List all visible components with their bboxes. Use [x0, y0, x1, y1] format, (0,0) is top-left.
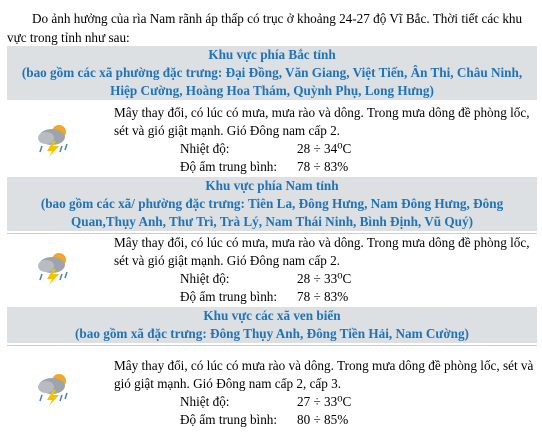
region-subtitle: (bao gồm xã đặc trưng: Đông Thụy Anh, Đông Tiền Hải, Nam Cường)	[75, 326, 469, 341]
forecast-text: Mây thay đổi, có lúc có mưa, mưa rào và dông. Trong mưa dông đề phòng lốc, sét và gió giật mạnh. Gió Đông nam cấp 2.	[114, 105, 530, 138]
divider	[7, 345, 537, 346]
humidity-label: Độ ẩm trung bình:	[180, 289, 278, 304]
humidity-value: 78 ÷ 83%	[297, 289, 349, 304]
humidity-label: Độ ẩm trung bình:	[180, 412, 278, 427]
temperature-label: Nhiệt độ:	[180, 141, 230, 156]
region-body-south	[7, 234, 537, 306]
region-body-north	[7, 104, 537, 176]
region-heading-coastal	[7, 307, 537, 343]
forecast-text: Mây thay đổi, có lúc có mưa rào và dông. Trong mưa dông đề phòng lốc, sét và gió giật mạnh. Gió Đông nam cấp 2, cấp 3.	[114, 358, 534, 391]
temperature-value: 27 ÷ 33⁰C	[297, 394, 352, 409]
region-body-coastal	[7, 357, 537, 433]
region-title: Khu vực phía Nam tỉnh	[205, 178, 339, 193]
temperature-value: 28 ÷ 34⁰C	[297, 141, 352, 156]
region-title: Khu vực các xã ven biển	[203, 308, 341, 323]
region-heading-north	[7, 46, 537, 100]
thunderstorm-rain-icon	[34, 250, 74, 286]
region-heading-south	[7, 177, 537, 231]
humidity-value: 80 ÷ 85%	[297, 412, 349, 427]
thunderstorm-rain-icon	[34, 371, 74, 407]
forecast-text: Mây thay đổi, có lúc có mưa, mưa rào và dông. Trong mưa dông đề phòng lốc, sét và gió giật mạnh. Gió Đông nam cấp 2.	[114, 235, 530, 268]
thunderstorm-rain-icon	[34, 122, 74, 158]
region-title: Khu vực phía Bắc tỉnh	[208, 47, 336, 62]
humidity-value: 78 ÷ 83%	[297, 159, 349, 174]
temperature-label: Nhiệt độ:	[180, 394, 230, 409]
region-subtitle: (bao gồm các xã/ phường đặc trưng: Tiên La, Đông Hưng, Nam Đông Hưng, Đông Quan,Thụy Anh, Thư Trì, Trà Lý, Nam Thái Ninh, Bình Định, Vũ Quý)	[40, 196, 504, 229]
region-subtitle: (bao gồm các xã phường đặc trưng: Đại Đồng, Văn Giang, Việt Tiến, Ân Thi, Châu Ninh, Hiệp Cường, Hoàng Hoa Thám, Quỳnh Phụ, Long Hưng)	[21, 65, 523, 98]
temperature-value: 28 ÷ 33⁰C	[297, 271, 352, 286]
temperature-label: Nhiệt độ:	[180, 271, 230, 286]
humidity-label: Độ ẩm trung bình:	[180, 159, 278, 174]
intro-paragraph: Do ảnh hưởng của rìa Nam rãnh áp thấp có trục ở khoảng 24-27 độ Vĩ Bắc. Thời tiết các khu vực trong tỉnh như sau:	[7, 11, 523, 45]
